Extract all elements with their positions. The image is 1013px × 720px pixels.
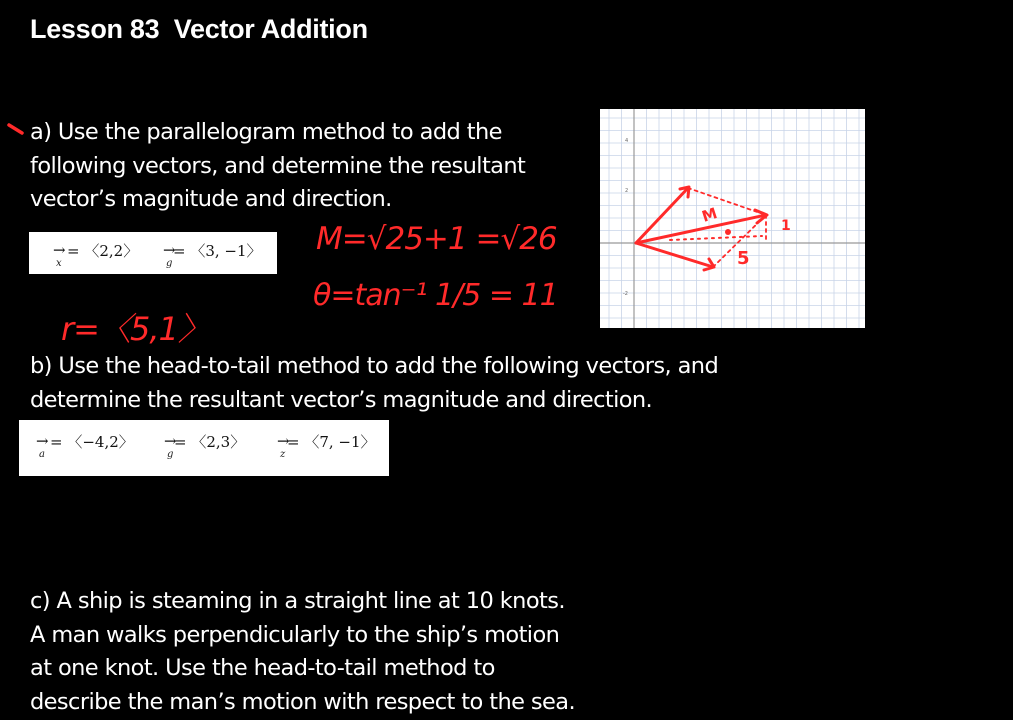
- graph-label-5: 5: [737, 248, 750, 269]
- vector-arrow: →: [53, 241, 66, 259]
- vector-arrow: →: [277, 432, 290, 450]
- lesson-title: Lesson 83 Vector Addition: [30, 14, 368, 44]
- vector-value: = 〈2,3〉: [174, 433, 246, 451]
- vector-name: g: [167, 449, 174, 460]
- part-a-prompt: a) Use the parallelogram method to add the following vectors, and determine the resultant vector’s magnitude and direction.: [30, 119, 526, 212]
- vector-value: = 〈2,2〉: [67, 242, 139, 260]
- tick-label: -2: [623, 291, 628, 297]
- vector-arrow: →: [164, 432, 177, 450]
- graph-label-1: 1: [781, 218, 791, 234]
- vector-name: x: [56, 258, 62, 269]
- vector-value: = 〈−4,2〉: [50, 433, 134, 451]
- handwritten-magnitude: M=√25+1 =√26: [316, 221, 557, 257]
- handwritten-resultant: r=〈5,1〉: [61, 310, 209, 348]
- tick-label: 4: [625, 138, 629, 144]
- vector-arrow: →: [36, 432, 49, 450]
- vector-name: a: [39, 449, 45, 460]
- part-c-prompt: c) A ship is steaming in a straight line at 10 knots. A man walks perpendicularly to the ship’s motion at one knot. Use the head-to-tail method to describe the man’s motion with respect to the sea.: [30, 588, 576, 715]
- pen-mark: [9, 125, 22, 133]
- part-b-vectors-box: [19, 420, 389, 476]
- vector-value: = 〈3, −1〉: [173, 242, 262, 260]
- vector-arrow: →: [163, 241, 176, 259]
- vector-name: g: [166, 258, 173, 269]
- vector-value: = 〈7, −1〉: [287, 433, 376, 451]
- part-b-prompt: b) Use the head-to-tail method to add the following vectors, and determine the resultant vector’s magnitude and direction.: [30, 353, 719, 413]
- graph-label-m: M: [699, 204, 720, 226]
- handwritten-angle: θ=tan⁻¹ 1/5 = 11: [313, 278, 558, 313]
- vector-name: z: [280, 449, 286, 460]
- tick-label: 2: [625, 188, 629, 194]
